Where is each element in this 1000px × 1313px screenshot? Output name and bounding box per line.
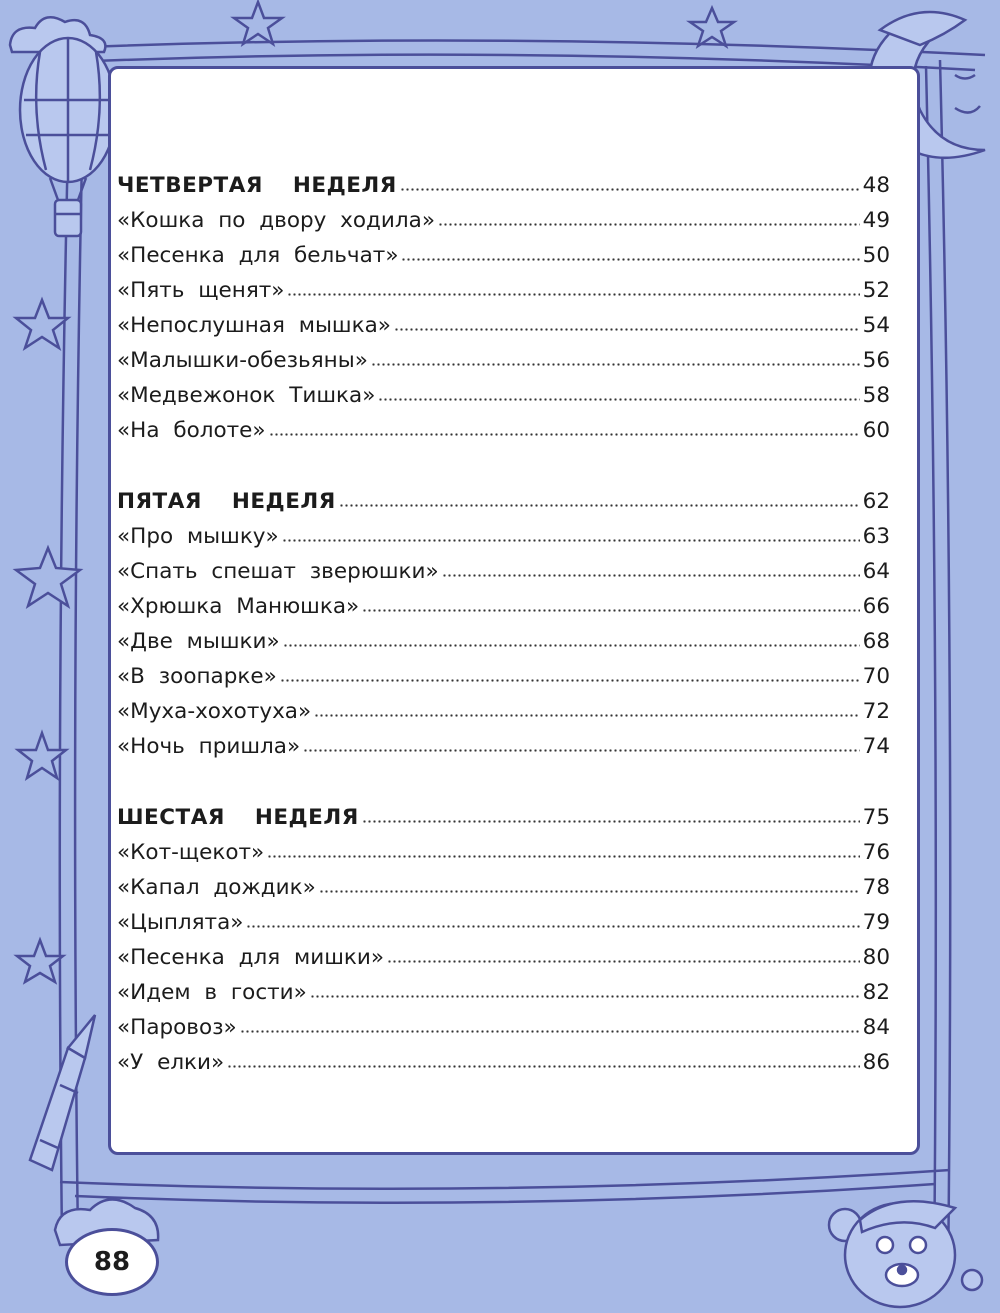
toc-entry-title: «Песенка для бельчат» <box>117 243 399 268</box>
dot-leader <box>378 397 859 402</box>
toc-entry <box>117 975 890 1010</box>
dot-leader <box>227 1064 859 1069</box>
toc-entry-title: «Про мышку» <box>117 524 279 549</box>
toc-page-number: 49 <box>862 208 890 233</box>
dot-leader <box>280 678 860 683</box>
toc-page-number: 48 <box>862 173 890 198</box>
dot-leader <box>442 573 860 578</box>
toc-page-number: 86 <box>862 1050 890 1075</box>
dot-leader <box>400 187 860 192</box>
dot-leader <box>267 854 859 859</box>
toc-section <box>117 168 890 448</box>
toc-entry <box>117 203 890 238</box>
page-number-badge <box>65 1228 159 1296</box>
dot-leader <box>310 994 860 999</box>
section-heading <box>117 484 890 519</box>
toc-page-number: 79 <box>862 910 890 935</box>
toc-entry <box>117 835 890 870</box>
toc-entry-title: «Паровоз» <box>117 1015 237 1040</box>
star-icon <box>690 8 734 46</box>
dot-leader <box>387 959 860 964</box>
section-heading <box>117 168 890 203</box>
toc-entry <box>117 624 890 659</box>
toc-page-number: 72 <box>862 699 890 724</box>
section-heading-title: ЧЕТВЕРТАЯ НЕДЕЛЯ <box>117 173 397 198</box>
toc-entry <box>117 308 890 343</box>
toc-entry-title: «Медвежонок Тишка» <box>117 383 376 408</box>
toc-entry-title: «Хрюшка Манюшка» <box>117 594 360 619</box>
dot-leader <box>319 889 860 894</box>
toc-entry <box>117 378 890 413</box>
dot-leader <box>314 713 860 718</box>
section-heading <box>117 800 890 835</box>
dot-leader <box>362 608 859 613</box>
dot-leader <box>371 362 860 367</box>
toc-page-number: 66 <box>862 594 890 619</box>
toc-entry-title: «В зоопарке» <box>117 664 277 689</box>
toc-page-number: 78 <box>862 875 890 900</box>
toc-page-number: 82 <box>862 980 890 1005</box>
dot-leader <box>283 643 860 648</box>
toc-entry <box>117 554 890 589</box>
toc-page-number: 63 <box>862 524 890 549</box>
toc-entry-title: «Пять щенят» <box>117 278 285 303</box>
toc-entry-title: «Идем в гости» <box>117 980 307 1005</box>
star-icon <box>234 2 282 44</box>
section-heading-title: ПЯТАЯ НЕДЕЛЯ <box>117 489 336 514</box>
toc-entry-title: «Спать спешат зверюшки» <box>117 559 439 584</box>
toc-page-number: 64 <box>862 559 890 584</box>
toc-entry <box>117 940 890 975</box>
toc-entry <box>117 729 890 764</box>
toc-entry-title: «Непослушная мышка» <box>117 313 391 338</box>
crayon-icon <box>30 1015 95 1170</box>
toc-page-number: 52 <box>862 278 890 303</box>
toc-page-number: 54 <box>862 313 890 338</box>
dot-leader <box>362 819 860 824</box>
toc-entry <box>117 905 890 940</box>
toc-page-number: 60 <box>862 418 890 443</box>
toc-entry-title: «Ночь пришла» <box>117 734 301 759</box>
dot-leader <box>394 327 860 332</box>
toc-page-number: 56 <box>862 348 890 373</box>
toc-entry-title: «Две мышки» <box>117 629 280 654</box>
toc-entry <box>117 343 890 378</box>
star-icon <box>17 940 63 982</box>
toc-entry-title: «На болоте» <box>117 418 266 443</box>
toc-page-number: 76 <box>862 840 890 865</box>
toc-entry-title: «Кот-щекот» <box>117 840 265 865</box>
dot-leader <box>287 292 859 297</box>
toc-entry <box>117 1045 890 1080</box>
toc-entry-title: «Кошка по двору ходила» <box>117 208 435 233</box>
hot-air-balloon-icon <box>20 38 116 236</box>
toc-entry-title: «Капал дождик» <box>117 875 316 900</box>
table-of-contents <box>117 168 890 1116</box>
toc-entry <box>117 870 890 905</box>
dot-leader <box>339 503 860 508</box>
toc-entry <box>117 273 890 308</box>
dot-leader <box>438 222 860 227</box>
toc-page-number: 58 <box>862 383 890 408</box>
toc-entry-title: «Малышки-обезьяны» <box>117 348 368 373</box>
section-heading-title: ШЕСТАЯ НЕДЕЛЯ <box>117 805 359 830</box>
dot-leader <box>240 1029 860 1034</box>
dot-leader <box>269 432 860 437</box>
star-icon <box>16 300 68 348</box>
toc-entry-title: «Песенка для мишки» <box>117 945 385 970</box>
toc-entry-title: «Цыплята» <box>117 910 244 935</box>
toc-section <box>117 800 890 1080</box>
toc-entry <box>117 1010 890 1045</box>
toc-entry <box>117 519 890 554</box>
toc-entry-title: «Муха-хохотуха» <box>117 699 312 724</box>
toc-page-number: 62 <box>862 489 890 514</box>
page-number: 88 <box>93 1247 131 1277</box>
toc-page-number: 84 <box>862 1015 890 1040</box>
toc-page-number: 74 <box>862 734 890 759</box>
toc-entry <box>117 238 890 273</box>
dot-leader <box>282 538 860 543</box>
toc-page-number: 80 <box>862 945 890 970</box>
toc-entry-title: «У елки» <box>117 1050 225 1075</box>
toc-entry <box>117 659 890 694</box>
dot-leader <box>401 257 859 262</box>
toc-page-number: 75 <box>862 805 890 830</box>
toc-page-number: 68 <box>862 629 890 654</box>
star-icon <box>16 548 80 606</box>
toc-entry <box>117 694 890 729</box>
dot-leader <box>246 924 859 929</box>
toc-entry <box>117 413 890 448</box>
teddy-bear-icon <box>829 1201 982 1307</box>
dot-leader <box>303 748 860 753</box>
toc-section <box>117 484 890 764</box>
toc-entry <box>117 589 890 624</box>
toc-page-number: 50 <box>862 243 890 268</box>
toc-page-number: 70 <box>862 664 890 689</box>
